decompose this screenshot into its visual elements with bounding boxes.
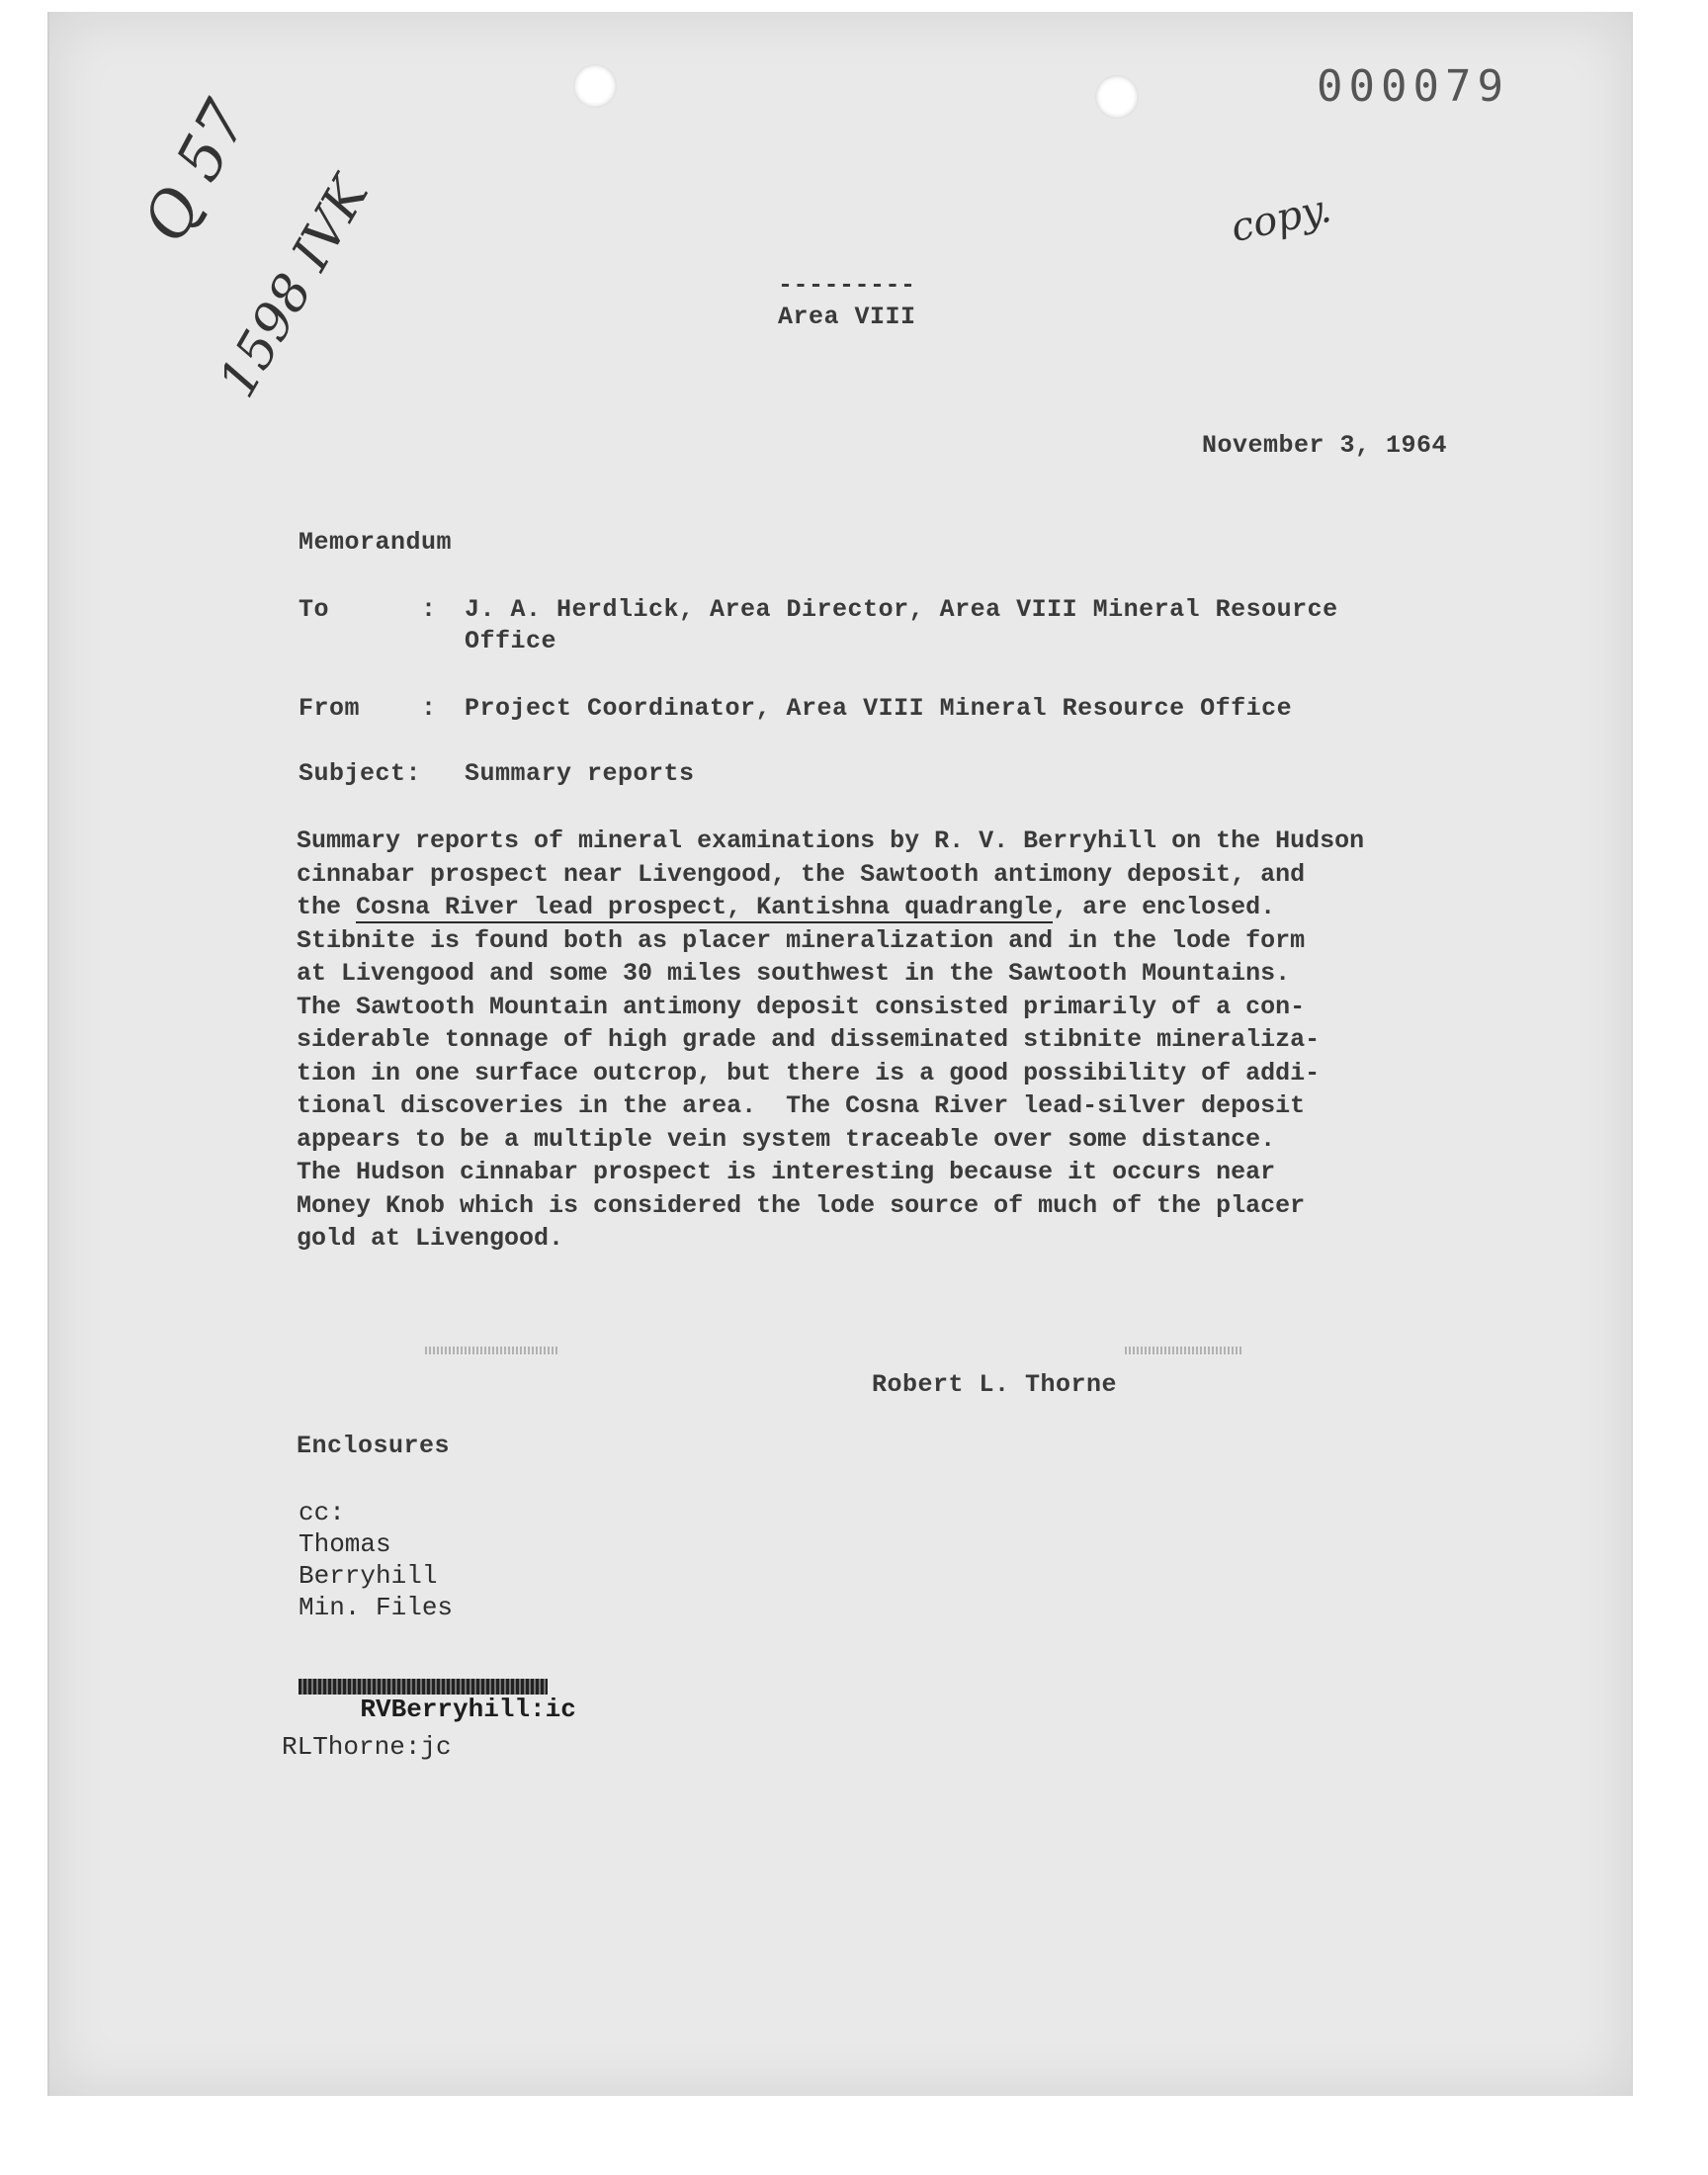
to-label: To: [299, 595, 330, 624]
memo-label: Memorandum: [299, 528, 453, 557]
from-label: From: [299, 694, 361, 723]
to-line-1: J. A. Herdlick, Area Director, Area VIII Mineral Resource: [465, 595, 1338, 624]
stamp-number: 000079: [1317, 61, 1509, 112]
typist-initials: RLThorne:jc: [282, 1732, 452, 1762]
body-line: at Livengood and some 30 miles southwest in the Sawtooth Mountains.: [297, 959, 1291, 988]
to-line-2: Office: [465, 627, 557, 655]
to-colon: :: [421, 595, 437, 624]
cc-recipient: Min. Files: [299, 1593, 454, 1622]
subject-value: Summary reports: [465, 759, 695, 788]
cc-list: [299, 1497, 453, 1623]
cc-label: cc:: [299, 1498, 345, 1527]
cc-recipient: Berryhill: [299, 1561, 438, 1591]
body-line: Stibnite is found both as placer mineralization and in the lode form: [297, 925, 1306, 955]
body-line: appears to be a multiple vein system traceable over some distance.: [297, 1124, 1276, 1154]
handwritten-underlined-phrase: Cosna River lead prospect, Kantishna quadrangle: [356, 893, 1054, 921]
punch-hole-left: [573, 64, 617, 108]
body-line: siderable tonnage of high grade and disseminated stibnite mineraliza-: [297, 1025, 1321, 1054]
body-line: tional discoveries in the area. The Cosna River lead-silver deposit: [297, 1091, 1306, 1120]
body-line: The Hudson cinnabar prospect is interesting because it occurs near: [297, 1158, 1276, 1186]
memo-page: [47, 12, 1633, 2096]
from-value: Project Coordinator, Area VIII Mineral Resource Office: [465, 694, 1293, 723]
cc-recipient: Thomas: [299, 1529, 391, 1559]
body-line: Money Knob which is considered the lode source of much of the placer: [297, 1190, 1306, 1220]
body-line-3-post: , are enclosed.: [1053, 893, 1276, 921]
signature-smudge-right: [1125, 1347, 1243, 1354]
body-line: [297, 891, 1542, 924]
from-colon: :: [421, 694, 437, 723]
body-line-3-pre: the: [297, 893, 357, 921]
enclosures-label: Enclosures: [297, 1432, 451, 1460]
subject-label: Subject:: [299, 759, 422, 788]
handwritten-copy: copy.: [1227, 185, 1335, 252]
signature-name: Robert L. Thorne: [872, 1370, 1118, 1399]
body-line: gold at Livengood.: [297, 1224, 564, 1253]
struck-initials: [299, 1665, 576, 1784]
body-line: Summary reports of mineral examinations by R. V. Berryhill on the Hudson: [297, 826, 1365, 855]
body-line: tion in one surface outcrop, but there is a good possibility of addi-: [297, 1058, 1321, 1088]
area-heading: Area VIII: [778, 303, 916, 331]
handwritten-code-1: Q 57: [128, 89, 262, 254]
body-line: cinnabar prospect near Livengood, the Sawtooth antimony deposit, and: [297, 859, 1306, 889]
body-line: The Sawtooth Mountain antimony deposit consisted primarily of a con-: [297, 992, 1306, 1021]
strikeout-marks: [299, 1679, 548, 1695]
dash-line: ---------: [778, 271, 916, 300]
signature-smudge-left: [425, 1347, 558, 1354]
handwritten-code-2: 1598 IVK: [208, 167, 381, 407]
memo-date: November 3, 1964: [1202, 431, 1448, 460]
punch-hole-right: [1095, 75, 1139, 119]
struck-text: RVBerryhill:ic: [360, 1695, 576, 1724]
memo-body: [297, 825, 1542, 1256]
